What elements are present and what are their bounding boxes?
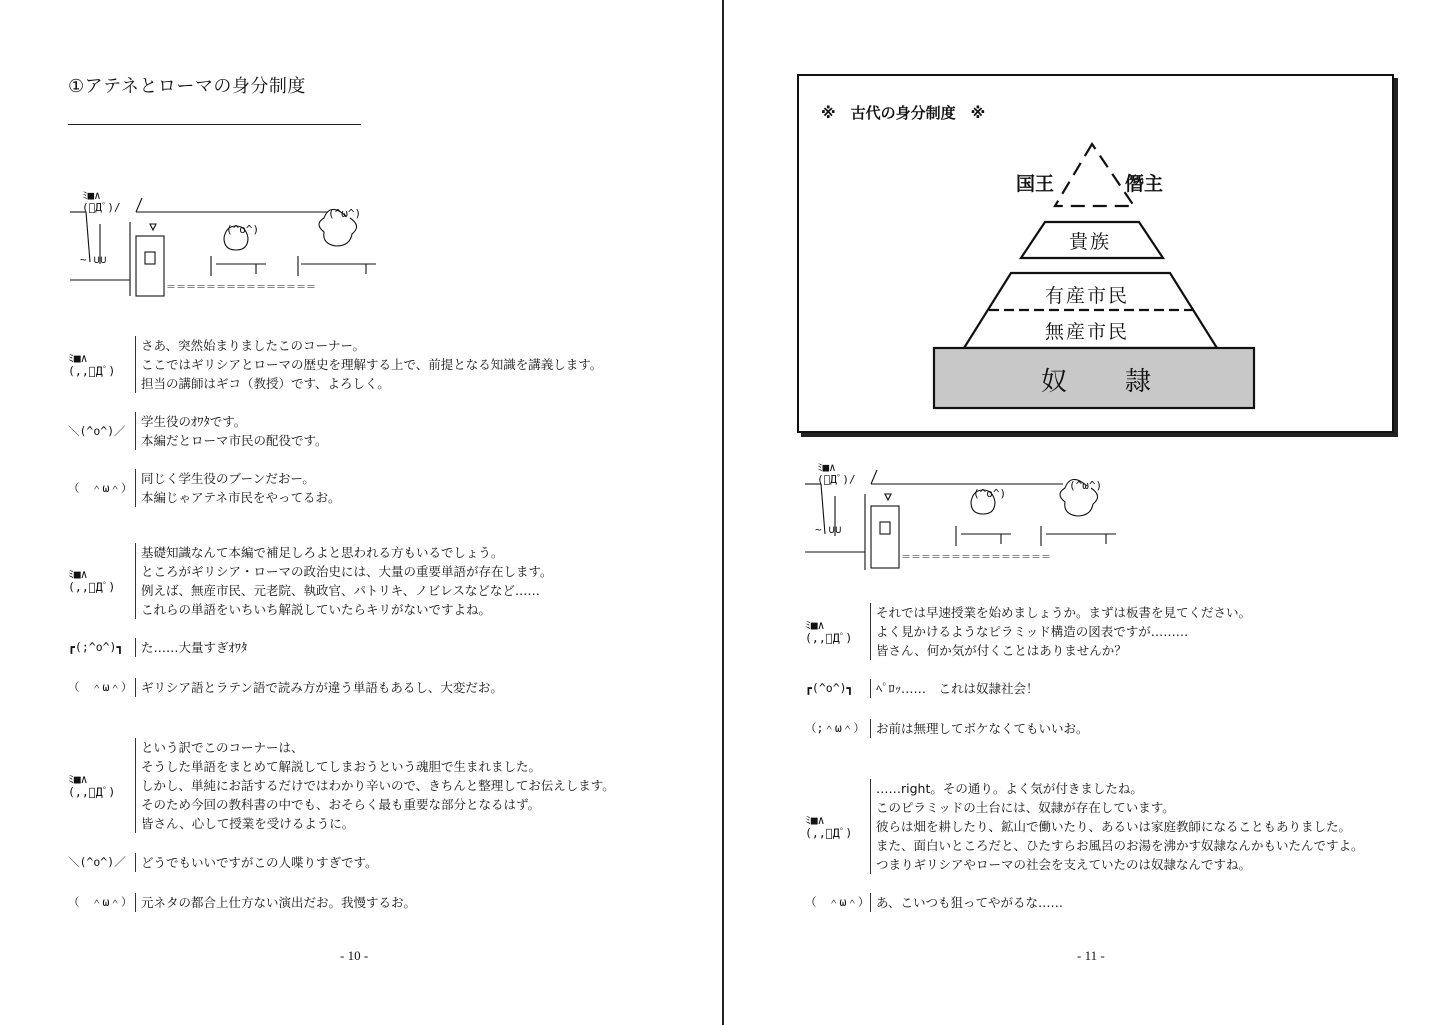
right-page xyxy=(725,0,1448,1025)
dialogue-divider xyxy=(135,336,136,393)
speaker-face-boon: （ ＾ω＾） xyxy=(68,680,133,694)
section-title: ①アテネとローマの身分制度 xyxy=(68,76,306,97)
giko-sprite: ﾐ■∧ (ﾟДﾟ)/ xyxy=(817,461,856,486)
dialogue-line: ﾍﾟﾛｯ…… これは奴隷社会！ xyxy=(876,681,1039,696)
dialogue-line: さあ、突然始まりましたこのコーナー。 xyxy=(141,338,366,353)
page-number: - 10 - xyxy=(340,948,369,963)
dialogue-line: また、面白いところだと、ひたすらお風呂のお湯を沸かす奴隷なんかもいたんですよ。 xyxy=(876,838,1364,853)
speaker-face-boon: （;＾ω＾） xyxy=(805,721,865,735)
dialogue-line: 担当の講師はギコ（教授）です、よろしく。 xyxy=(141,376,390,391)
floor-line: ＝＝＝＝＝＝＝＝＝＝＝＝＝＝＝ xyxy=(166,282,316,293)
speaker-face-owata: ＼(^o^)／ xyxy=(68,423,126,438)
dialogue-divider xyxy=(870,779,871,874)
speaker-face-owata: ┏(^o^)┓ xyxy=(805,681,854,695)
left-page xyxy=(0,0,722,1025)
dialogue-line: ……right。その通り。よく気が付きましたね。 xyxy=(876,781,1143,796)
floor-line: ＝＝＝＝＝＝＝＝＝＝＝＝＝＝＝ xyxy=(901,552,1051,563)
dialogue-line: 皆さん、心して授業を受けるように。 xyxy=(141,816,355,831)
page-number: - 11 - xyxy=(1077,948,1105,963)
dialogue-divider xyxy=(135,893,136,912)
dialogue-line: た……大量すぎｵﾜﾀ xyxy=(141,640,248,655)
dialogue-line: 皆さん、何か気が付くことはありませんか？ xyxy=(876,643,1127,658)
dialogue-divider xyxy=(135,412,136,450)
dialogue-line: あ、こいつも狙ってやがるな…… xyxy=(876,895,1064,910)
dialogue-line: そのため今回の教科書の中でも、おそらく最も重要な部分となるはず。 xyxy=(141,797,541,812)
tier-propertied-label: 有産市民 xyxy=(1045,285,1130,307)
dialogue-line: 彼らは畑を耕したり、鉱山で働いたり、あるいは家庭教師になることもありました。 xyxy=(876,819,1352,834)
classroom-scene xyxy=(66,184,396,299)
dialogue-line: このピラミッドの土台には、奴隷が存在しています。 xyxy=(876,800,1175,815)
dialogue-line: どうでもいいですがこの人喋りすぎです。 xyxy=(141,855,378,870)
owata-sprite: (^o^) xyxy=(973,487,1007,500)
speaker-face-boon: （ ＾ω＾） xyxy=(805,895,870,909)
dialogue-line: 学生役のｵﾜﾀです。 xyxy=(141,414,247,429)
speaker-face-giko: ﾐ■∧ (,,ﾟДﾟ) xyxy=(805,617,853,645)
dialogue-divider xyxy=(870,893,871,912)
owata-sprite: (^o^) xyxy=(226,223,260,236)
title-underline xyxy=(68,124,361,125)
dialogue-line: 基礎知識なんて本編で補足しろよと思われる方もいるでしょう。 xyxy=(141,545,504,560)
dialogue-line: 本編じゃアテネ市民をやってるお。 xyxy=(141,490,341,505)
speaker-face-boon: （ ＾ω＾） xyxy=(68,895,133,909)
dialogue-divider xyxy=(135,678,136,697)
classroom-scene xyxy=(801,458,1131,573)
label-king: 国王 xyxy=(1016,173,1055,195)
dialogue-line: 本編だとローマ市民の配役です。 xyxy=(141,433,328,448)
speaker-face-owata: ＼(^o^)／ xyxy=(68,855,126,869)
dialogue-line: お前は無理してボケなくてもいいお。 xyxy=(876,721,1089,736)
boon-sprite: (^ω^) xyxy=(1069,479,1103,492)
pyramid-figure xyxy=(797,74,1394,433)
dialogue-line: ギリシア語とラテン語で読み方が違う単語もあるし、大変だお。 xyxy=(141,680,503,695)
dialogue-divider xyxy=(135,543,136,619)
speaker-face-giko: ﾐ■∧ (,,ﾟДﾟ) xyxy=(68,350,116,378)
wave-mark: ~ ∪∪ xyxy=(80,253,107,266)
dialogue-line: そうした単語をまとめて解説してしまおうという魂胆で生まれました。 xyxy=(141,759,542,774)
label-tyrant: 僭主 xyxy=(1125,173,1164,195)
ruler-triangle xyxy=(1055,144,1134,206)
tier-slaves-label: 奴 隷 xyxy=(1041,367,1154,397)
dialogue-line: という訳でこのコーナーは、 xyxy=(141,740,304,755)
dialogue-divider xyxy=(135,469,136,507)
dialogue-line: 元ネタの都合上仕方ない演出だお。我慢するお。 xyxy=(141,895,417,910)
dialogue-line: ところがギリシア・ローマの政治史には、大量の重要単語が存在します。 xyxy=(141,564,553,579)
dialogue-divider xyxy=(135,638,136,657)
dialogue-line: つまりギリシアやローマの社会を支えていたのは奴隷なんですね。 xyxy=(876,857,1252,872)
dialogue-divider xyxy=(135,738,136,833)
figure-title: ※ 古代の身分制度 ※ xyxy=(821,104,986,122)
wave-mark: ~ ∪∪ xyxy=(815,523,842,536)
dialogue-divider xyxy=(870,603,871,660)
dialogue-line: それでは早速授業を始めましょうか。まずは板書を見てください。 xyxy=(876,605,1252,620)
speaker-face-owata: ┏(;^o^)┓ xyxy=(68,640,124,654)
dialogue-line: 例えば、無産市民、元老院、執政官、パトリキ、ノビレスなどなど…… xyxy=(141,583,540,598)
page-gutter xyxy=(722,0,724,1025)
speaker-face-giko: ﾐ■∧ (,,ﾟДﾟ) xyxy=(68,771,116,799)
dialogue-line: 同じく学生役のブーンだおー。 xyxy=(141,471,315,486)
giko-sprite: ﾐ■∧ (ﾟДﾟ)/ xyxy=(82,189,121,214)
speaker-face-giko: ﾐ■∧ (,,ﾟДﾟ) xyxy=(805,812,853,840)
dialogue-line: これらの単語をいちいち解説していたらキリがないですよね。 xyxy=(141,602,492,617)
tier-proletarian-label: 無産市民 xyxy=(1045,321,1130,343)
dialogue-divider xyxy=(870,679,871,698)
speaker-face-giko: ﾐ■∧ (,,ﾟДﾟ) xyxy=(68,567,116,594)
tier-nobles-label: 貴族 xyxy=(1069,231,1112,253)
dialogue-divider xyxy=(870,719,871,738)
dialogue-line: よく見かけるようなピラミッド構造の図表ですが……… xyxy=(876,624,1189,639)
dialogue-divider xyxy=(135,853,136,872)
speaker-face-boon: （ ＾ω＾） xyxy=(68,480,133,495)
dialogue-line: ここではギリシアとローマの歴史を理解する上で、前提となる知識を講義します。 xyxy=(141,357,603,372)
dialogue-line: しかし、単純にお話するだけではわかり辛いので、きちんと整理してお伝えします。 xyxy=(141,778,615,793)
boon-sprite: (^ω^) xyxy=(328,207,362,220)
